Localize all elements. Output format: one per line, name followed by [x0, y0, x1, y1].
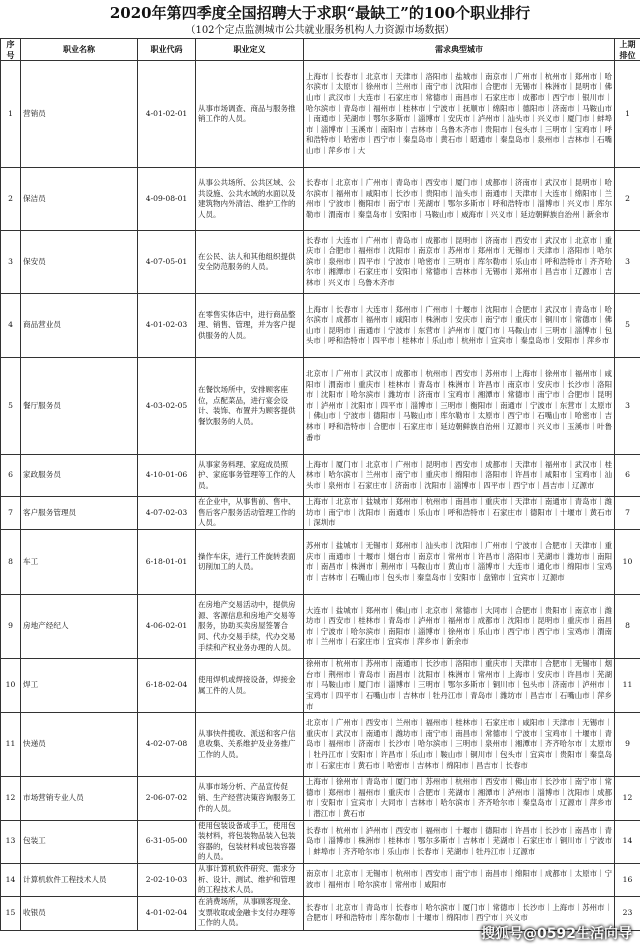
cell-definition: 从事公共场所、公共区域、公共设施、公共水域的水面以及建筑物内外清洁、维护工作的人员。	[196, 168, 304, 231]
cell-prev: 16	[615, 863, 640, 896]
ranking-table	[0, 38, 640, 931]
cell-code: 2-02-10-03	[138, 863, 196, 896]
cell-name: 收银员	[21, 896, 138, 930]
cell-definition: 从事计算机软件研究、需求分析、设计、测试、维护和管理的工程技术人员。	[196, 863, 304, 896]
cell-definition: 从事快件揽收、派送和客户信息收集、关系维护及业务推广工作的人员。	[196, 713, 304, 777]
cell-prev: 1	[615, 61, 640, 168]
cell-code: 4-03-02-05	[138, 358, 196, 455]
cell-prev: 12	[615, 777, 640, 820]
cell-prev: 9	[615, 713, 640, 777]
cell-cities: 徐州市｜杭州市｜苏州市｜南通市｜长沙市｜洛阳市｜重庆市｜天津市｜合肥市｜无锡市｜烟台市｜荆州市｜青岛市｜南昌市｜沈阳市｜株洲市｜常州市｜上海市｜安庆市｜许昌市｜芜湖市｜马鞍山市｜厦门市｜淄博市｜三明市｜鄂尔多斯市｜铜川市｜包头市｜济南市｜泸州市｜宝鸡市｜四平市｜石嘴山市｜吉林市｜牡丹江市｜青岛市｜潍坊市｜昌吉市｜石嘴山市｜萍乡市	[304, 659, 615, 713]
cell-definition: 从事家务料理、家庭成员照护、家庭事务管理等工作的人员。	[196, 455, 304, 497]
cell-rank: 7	[1, 497, 21, 530]
cell-definition: 在房地产交易活动中，提供房源、客源信息和房地产交易等服务，协助买卖房屋签署合同、代办交易手续，代办交易手续和产权业务办理的人员。	[196, 595, 304, 659]
cell-code: 4-01-02-04	[138, 896, 196, 930]
cell-definition: 在消费场所，从事顾客现金、支票收取或金融卡支付办理等工作的人员。	[196, 896, 304, 930]
cell-rank: 9	[1, 595, 21, 659]
cell-name: 营销员	[21, 61, 138, 168]
cell-cities: 长春市｜大连市｜广州市｜青岛市｜成都市｜昆明市｜济南市｜西安市｜武汉市｜北京市｜重庆市｜合肥市｜福州市｜沈阳市｜南京市｜苏州市｜郑州市｜无锡市｜天津市｜洛阳市｜哈尔滨市｜泉州市｜四平市｜宁波市｜哈密市｜三明市｜库尔勒市｜乐山市｜呼和浩特市｜齐齐哈尔市｜湘潭市｜石家庄市｜安阳市｜常德市｜吉林市｜无锡市｜郑州市｜昌吉市｜辽源市｜吉林市｜兴义市｜乌鲁木齐市	[304, 231, 615, 294]
cell-definition: 操作车床，进行工件旋转表面切削加工的人员。	[196, 530, 304, 595]
cell-name: 包装工	[21, 820, 138, 863]
table-row	[1, 455, 640, 497]
cell-code: 4-09-08-01	[138, 168, 196, 231]
cell-cities: 长春市｜北京市｜青岛市｜长春市｜哈尔滨市｜厦门市｜常德市｜长沙市｜上海市｜苏州市｜合肥市｜呼和浩特市｜库尔勒市｜十堰市｜绵阳市｜西宁市｜兴义市	[304, 896, 615, 930]
cell-code: 4-01-02-03	[138, 294, 196, 358]
cell-definition: 从事市场调查、商品与服务推销工作的人员。	[196, 61, 304, 168]
page-subtitle: （102个定点监测城市公共就业服务机构人力资源市场数据）	[185, 25, 455, 36]
cell-cities: 长春市｜北京市｜广州市｜青岛市｜西安市｜厦门市｜成都市｜济南市｜武汉市｜昆明市｜哈尔滨市｜福州市｜咸阳市｜长沙市｜贵阳市｜汕头市｜南通市｜天津市｜大连市｜绵阳市｜兰州市｜宁波市｜衡阳市｜南宁市｜芜湖市｜鄂尔多斯市｜呼和浩特市｜淄博市｜兴义市｜库尔勒市｜渭南市｜秦皇岛市｜安阳市｜马鞍山市｜威海市｜兴义市｜延边朝鲜族自治州｜新余市	[304, 168, 615, 231]
cell-rank: 11	[1, 713, 21, 777]
cell-code: 4-10-01-06	[138, 455, 196, 497]
cell-name: 车工	[21, 530, 138, 595]
cell-code: 4-07-02-03	[138, 497, 196, 530]
cell-cities: 上海市｜徐州市｜青岛市｜厦门市｜苏州市｜杭州市｜西安市｜佛山市｜长沙市｜南宁市｜常德市｜郑州市｜福州市｜重庆市｜合肥市｜芜湖市｜湘潭市｜泸州市｜淄博市｜沈阳市｜成都市｜安阳市｜宜宾市｜大同市｜吉林市｜哈尔滨市｜齐齐哈尔市｜秦皇岛市｜辽源市｜萍乡市｜潜江市｜黄石市	[304, 777, 615, 820]
cell-code: 6-18-02-04	[138, 659, 196, 713]
cell-name: 保安员	[21, 231, 138, 294]
table-row	[1, 863, 640, 896]
cell-definition: 在企业中，从事售前、售中、售后客户服务活动管理工作的人员。	[196, 497, 304, 530]
cell-prev: 3	[615, 358, 640, 455]
cell-code: 4-07-05-01	[138, 231, 196, 294]
cell-prev: 3	[615, 231, 640, 294]
cell-rank: 14	[1, 863, 21, 896]
table-row	[1, 595, 640, 659]
cell-name: 快递员	[21, 713, 138, 777]
cell-definition: 在公民、法人和其他组织提供安全防范服务的人员。	[196, 231, 304, 294]
header-prev: 上期排位	[615, 39, 640, 61]
cell-cities: 上海市｜长春市｜大连市｜郑州市｜广州市｜十堰市｜沈阳市｜合肥市｜武汉市｜青岛市｜哈尔滨市｜成都市｜福州市｜咸阳市｜株洲市｜安庆市｜南宁市｜重庆市｜铜川市｜常德市｜佛山市｜昆明市｜南通市｜宁波市｜东营市｜泸州市｜厦门市｜马鞍山市｜三明市｜淄博市｜包头市｜呼和浩特市｜四平市｜桂林市｜乐山市｜杭州市｜宜宾市｜秦皇岛市｜安阳市｜萍乡市	[304, 294, 615, 358]
table-row	[1, 231, 640, 294]
page-title: 2020年第四季度全国招聘大于求职“最缺工”的100个职业排行	[109, 4, 531, 22]
cell-cities: 南京市｜北京市｜无锡市｜杭州市｜西安市｜南宁市｜南昌市｜绵阳市｜成都市｜太原市｜宁波市｜福州市｜哈尔滨市｜常州市｜咸阳市	[304, 863, 615, 896]
table-row	[1, 713, 640, 777]
cell-name: 焊工	[21, 659, 138, 713]
cell-rank: 15	[1, 896, 21, 930]
cell-rank: 2	[1, 168, 21, 231]
cell-rank: 5	[1, 358, 21, 455]
table-row	[1, 61, 640, 168]
cell-prev: 8	[615, 595, 640, 659]
cell-code: 4-01-02-01	[138, 61, 196, 168]
cell-cities: 北京市｜广州市｜武汉市｜成都市｜杭州市｜西安市｜苏州市｜上海市｜徐州市｜福州市｜咸阳市｜渭南市｜重庆市｜桂林市｜青岛市｜株洲市｜许昌市｜南京市｜安庆市｜长沙市｜洛阳市｜沈阳市｜哈尔滨市｜潍坊市｜济南市｜宝鸡市｜湘潭市｜常德市｜南宁市｜合肥市｜昆明市｜泸州市｜沈阳市｜四平市｜淄博市｜三明市｜衡阳市｜南通市｜宁波市｜东营市｜太原市｜佛山市｜宁波市｜德阳市｜马鞍山市｜库尔勒市｜太原市｜西宁市｜石嘴山市｜哈密市｜吉林市｜呼和浩特市｜合肥市｜石家庄市｜延边朝鲜族自治州｜辽源市｜兴义市｜玉溪市｜叶鲁番市	[304, 358, 615, 455]
cell-cities: 大连市｜盐城市｜郑州市｜佛山市｜北京市｜常德市｜大同市｜合肥市｜贵阳市｜南京市｜潍坊市｜西安市｜桂林市｜青岛市｜泸州市｜福州市｜成都市｜沈阳市｜昆明市｜重庆市｜南昌市｜宁波市｜哈尔滨市｜南阳市｜淄博市｜徐州市｜乐山市｜西宁市｜西宁市｜宝鸡市｜渭南市｜兰州市｜石家庄市｜宜宾市｜萍乡市｜新余市	[304, 595, 615, 659]
cell-cities: 上海市｜长春市｜北京市｜天津市｜洛阳市｜盐城市｜南京市｜广州市｜杭州市｜郑州市｜哈尔滨市｜太原市｜徐州市｜兰州市｜南宁市｜沈阳市｜合肥市｜无锡市｜株洲市｜昆明市｜佛山市｜武汉市｜大连市｜石家庄市｜常德市｜南昌市｜石家庄市｜成都市｜西宁市｜银川市｜哈尔滨市｜青岛市｜福州市｜桂林市｜宁波市｜抚顺市｜绵阳市｜德阳市｜济南市｜马鞍山市｜南通市｜芜湖市｜鄂尔多斯市｜淄博市｜安庆市｜泸州市｜汕头市｜兴义市｜厦门市｜蚌埠市｜淄博市｜玉溪市｜南阳市｜吉林市｜乌鲁木齐市｜贵阳市｜包头市｜三明市｜宝鸡市｜呼和浩特市｜哈密市｜西宁市｜秦皇岛市｜黄石市｜昭通市｜秦皇岛市｜泉州市｜吉林市｜石嘴山市｜萍乡市｜大	[304, 61, 615, 168]
cell-name: 餐厅服务员	[21, 358, 138, 455]
table-row	[1, 820, 640, 863]
cell-rank: 8	[1, 530, 21, 595]
cell-prev: 23	[615, 896, 640, 930]
table-row	[1, 358, 640, 455]
table-row	[1, 294, 640, 358]
cell-rank: 10	[1, 659, 21, 713]
header-rank: 序号	[1, 39, 21, 61]
watermark: 搜狐号@0592生活向导	[481, 926, 632, 942]
cell-cities: 苏州市｜盐城市｜无锡市｜郑州市｜汕头市｜沈阳市｜广州市｜宁波市｜合肥市｜天津市｜重庆市｜南通市｜十堰市｜烟台市｜南京市｜常州市｜许昌市｜洛阳市｜芜湖市｜潍坊市｜南阳市｜南昌市｜株洲市｜荆州市｜马鞍山市｜黄山市｜淄博市｜大连市｜通化市｜绵阳市｜宝鸡市｜吉林市｜石嘴山市｜包头市｜秦皇岛市｜安阳市｜盘锦市｜宜宾市｜辽源市	[304, 530, 615, 595]
cell-name: 房地产经纪人	[21, 595, 138, 659]
table-row	[1, 168, 640, 231]
cell-name: 家政服务员	[21, 455, 138, 497]
cell-definition: 使用焊机或焊接设备，焊接金属工件的人员。	[196, 659, 304, 713]
cell-cities: 长春市｜杭州市｜泸州市｜西安市｜福州市｜十堰市｜德阳市｜许昌市｜长沙市｜南昌市｜青岛市｜淄博市｜株洲市｜桂林市｜鄂尔多斯市｜吉林市｜芜湖市｜石家庄市｜铜川市｜宁波市｜蚌埠市｜齐齐哈尔市｜乐山市｜长春市｜芜湖市｜牡丹江市｜辽源市	[304, 820, 615, 863]
cell-rank: 3	[1, 231, 21, 294]
cell-rank: 1	[1, 61, 21, 168]
cell-code: 4-06-02-01	[138, 595, 196, 659]
cell-name: 保洁员	[21, 168, 138, 231]
cell-prev: 7	[615, 497, 640, 530]
cell-name: 商品营业员	[21, 294, 138, 358]
cell-definition: 从事市场分析、产品宣传促销、生产经营决策咨询服务工作的人员。	[196, 777, 304, 820]
cell-prev: 11	[615, 659, 640, 713]
cell-name: 计算机软件工程技术人员	[21, 863, 138, 896]
header-row	[1, 39, 640, 61]
cell-rank: 13	[1, 820, 21, 863]
cell-prev: 6	[615, 455, 640, 497]
cell-definition: 在零售实体店中，进行商品整理、销售、管理，并为客户提供服务的人员。	[196, 294, 304, 358]
cell-name: 客户服务管理员	[21, 497, 138, 530]
header-code: 职业代码	[138, 39, 196, 61]
cell-code: 4-02-07-08	[138, 713, 196, 777]
table-row	[1, 497, 640, 530]
cell-definition: 使用包装设备或手工，使用包装材料，将包装物品装入包装容器的，包装材料或包装容器的人员。	[196, 820, 304, 863]
cell-rank: 4	[1, 294, 21, 358]
header-name: 职业名称	[21, 39, 138, 61]
cell-code: 6-31-05-00	[138, 820, 196, 863]
cell-prev: 5	[615, 294, 640, 358]
cell-rank: 12	[1, 777, 21, 820]
cell-prev: 10	[615, 530, 640, 595]
cell-prev: 14	[615, 820, 640, 863]
header-cities: 需求典型城市	[304, 39, 615, 61]
cell-cities: 上海市｜北京市｜盐城市｜郑州市｜杭州市｜南昌市｜重庆市｜天津市｜南通市｜青岛市｜潍坊市｜南宁市｜沈阳市｜南通市｜乐山市｜呼和浩特市｜石家庄市｜德阳市｜十堰市｜黄石市｜深圳市	[304, 497, 615, 530]
cell-definition: 在餐饮场所中，安排顾客座位，点配菜品，进行宴会设计、装饰、布置并为顾客提供餐饮服务的人员。	[196, 358, 304, 455]
table-row	[1, 530, 640, 595]
header-definition: 职业定义	[196, 39, 304, 61]
cell-code: 6-18-01-01	[138, 530, 196, 595]
cell-prev: 2	[615, 168, 640, 231]
cell-rank: 6	[1, 455, 21, 497]
cell-code: 2-06-07-02	[138, 777, 196, 820]
cell-name: 市场营销专业人员	[21, 777, 138, 820]
table-row	[1, 659, 640, 713]
table-row	[1, 777, 640, 820]
cell-cities: 上海市｜厦门市｜北京市｜广州市｜昆明市｜西安市｜成都市｜天津市｜福州市｜武汉市｜桂林市｜哈尔滨市｜兰州市｜南宁市｜重庆市｜绵阳市｜洛阳市｜许昌市｜咸阳市｜宝鸡市｜汕头市｜泉州市｜石家庄市｜济南市｜沈阳市｜淄博市｜四平市｜西宁市｜昌吉市｜辽源市	[304, 455, 615, 497]
cell-cities: 北京市｜广州市｜西安市｜兰州市｜福州市｜桂林市｜石家庄市｜咸阳市｜天津市｜无锡市｜重庆市｜武汉市｜南通市｜潍坊市｜南宁市｜南昌市｜常德市｜宁波市｜宝鸡市｜十堰市｜青岛市｜福州市｜济南市｜长沙市｜哈尔滨市｜三明市｜泉州市｜湘潭市｜齐齐哈尔市｜太原市｜牡丹江市｜安阳市｜许昌市｜乐山市｜鞍山市｜铜川市｜包头市｜宜宾市｜贵阳市｜秦皇岛市｜石家庄市｜黄石市｜哈密市｜吉林市｜绵阳市｜昌吉市｜长春市	[304, 713, 615, 777]
